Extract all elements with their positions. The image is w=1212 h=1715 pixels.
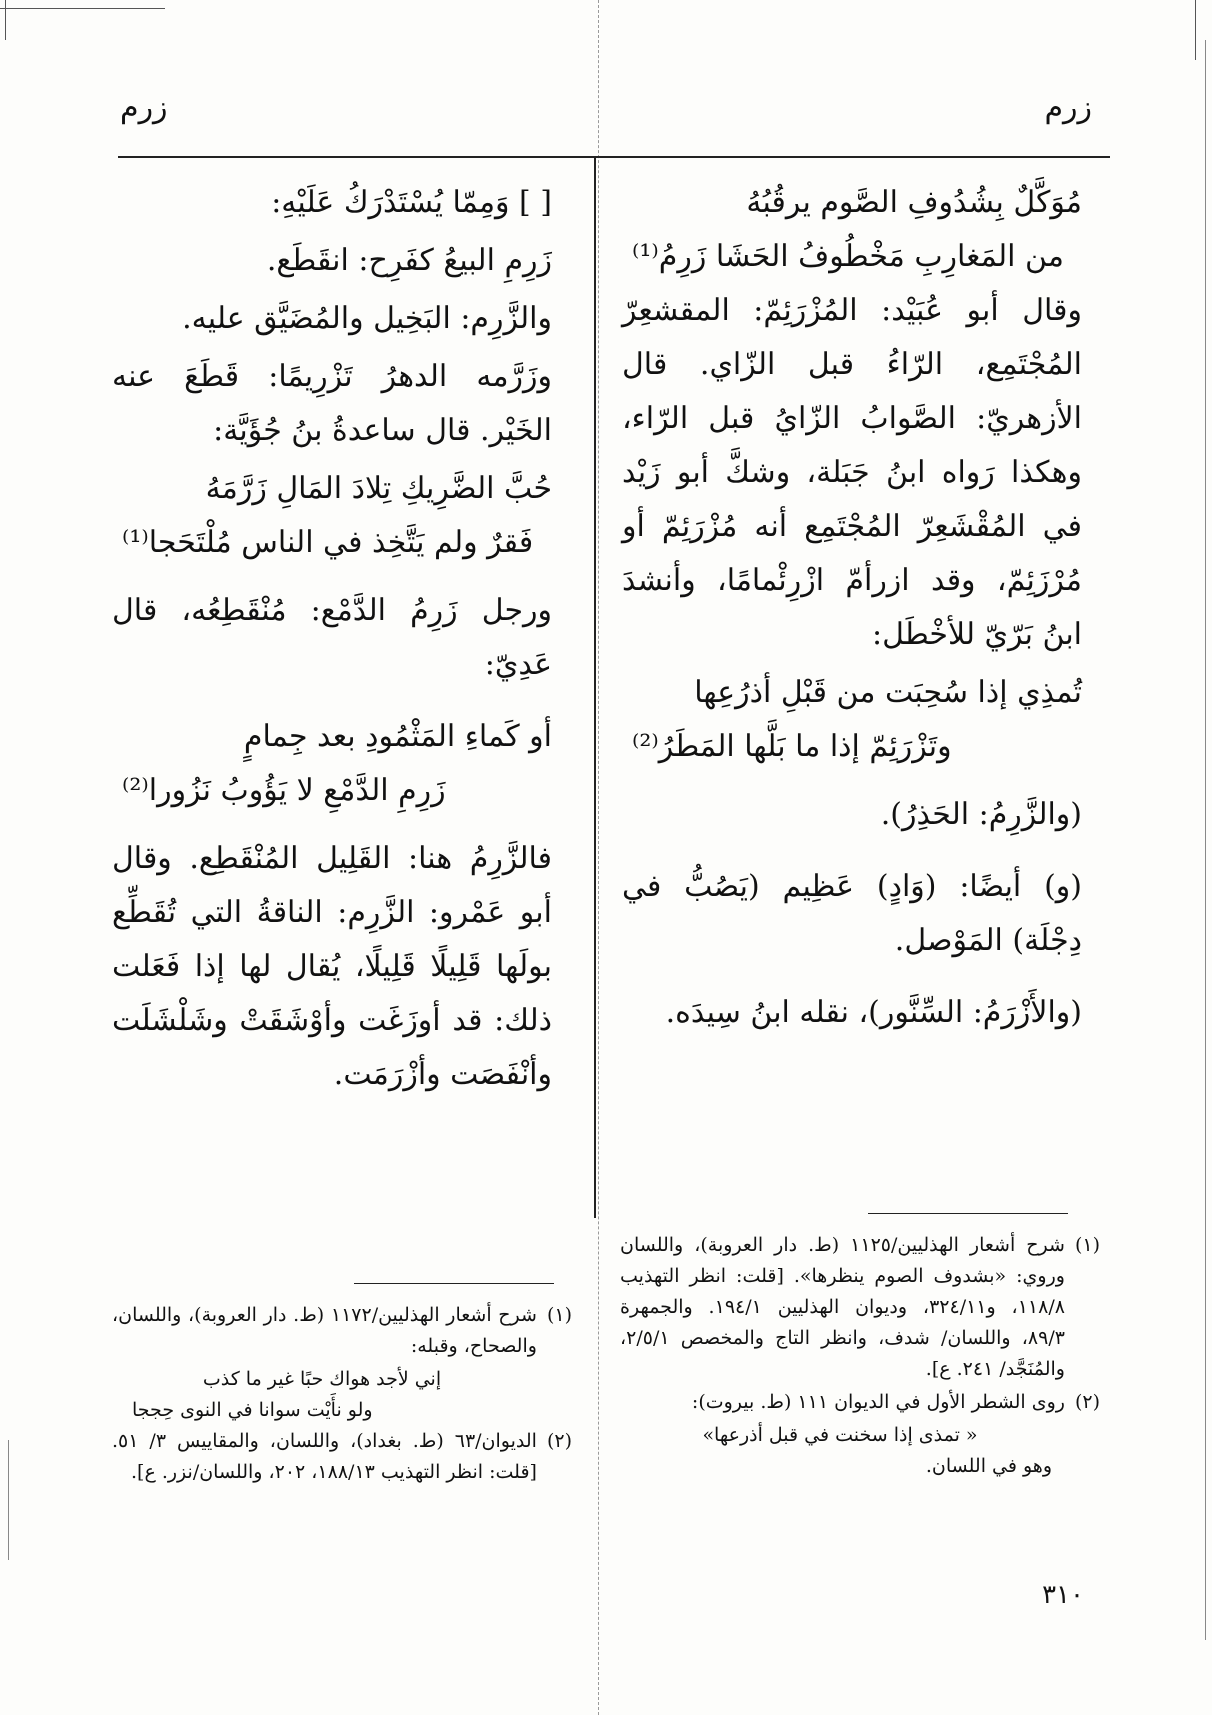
footnote-verse: إني لأجد هواك حبًا غير ما كذب	[202, 1368, 442, 1390]
paragraph: ورجل زَرِمُ الدَّمْع: مُنْقَطِعُه، قال عَدِيّ:	[112, 593, 552, 682]
verse-line: فَقرٌ ولم يَتَّخِذ في الناس مُلْتَحَجا⁽¹⁾	[122, 525, 534, 560]
page-header	[0, 88, 1212, 140]
footnote	[620, 1230, 1100, 1385]
verse-line: تُمذِي إذا سُحِبَت من قَبْلِ أذرُعِها	[694, 675, 1082, 710]
footnote-text: شرح أشعار الهذليين/١١٢٥ (ط. دار العروبة)، واللسان وروي: «بشدوف الصوم ينظرها». [قلت: انظر التهذيب ١١٨/٨، و٣٢٤/١١، وديوان الهذليين ١٩٤/١. والجمهرة ٨٩/٣، واللسان/ شدف، وانظر التاج والمخصص ٢/٥/١، والمُنَجَّد/ ٢٤١. ع].	[620, 1234, 1065, 1380]
verse-line: وتَزْرَئِمّ إذا ما بَلَّها المَطَرُ⁽²⁾	[632, 729, 952, 764]
verse-line: زَرِمِ الدَّمْعِ لا يَؤُوبُ نَزُورا⁽²⁾	[122, 773, 446, 808]
verse-line: مُوَكَّلٌ بِشُدُوفِ الصَّوم يرقُبُهُ	[746, 185, 1082, 220]
right-column	[622, 176, 1082, 1044]
scan-edge-line	[8, 1440, 9, 1560]
paragraph: (و) أيضًا: (وَادٍ) عَظِيم (يَصُبُّ في دِجْلَة) المَوْصل.	[622, 869, 1082, 958]
scan-edge-line	[0, 8, 165, 9]
paragraph: والزَّرِم: البَخِيل والمُضَيَّق عليه.	[182, 301, 552, 336]
verse-line: حُبَّ الضَّرِيكِ تِلادَ المَالِ زَرَّمَهُ	[205, 471, 552, 506]
footnote-verse: ولو نأَيْت سوانا في النوى حِججا	[132, 1399, 373, 1421]
header-root-word-right: زرم	[1044, 90, 1092, 125]
paragraph: (والزَّرِمُ: الحَذِرُ).	[880, 797, 1082, 832]
paragraph: وقال أبو عُبَيْد: المُزْرَئِمّ: المقشعِرّ المُجْتَمِع، الرّاءُ قبل الزّاي. قال الأزهريّ: الصَّوابُ الزّايُ قبل الرّاء، وهكذا رَواه ابنُ جَبَلة، وشكَّ أبو زَيْد في المُقْشَعِرّ المُجْتَمِع أنه مُزْرَئِمّ أو مُرْزَئِمّ، وقد ازرأمّ ازْرِئْمامًا، وأنشدَ ابنُ بَرّيّ للأخْطَل:	[622, 293, 1082, 652]
scan-edge-line	[1205, 40, 1206, 1640]
section-heading: [ ] وَمِمّا يُسْتَدْرَكُ عَلَيْهِ:	[271, 185, 552, 220]
footnotes-left	[112, 1300, 572, 1490]
footnote	[620, 1387, 1100, 1418]
footnote-number: (١)	[1074, 1234, 1100, 1256]
footnote	[112, 1300, 572, 1362]
paragraph: وزَرَّمه الدهرُ تَزْرِيمًا: قَطَعَ عنه الخَيْر. قال ساعدةُ بنُ جُؤَيَّة:	[112, 359, 552, 448]
verse-line: من المَغارِبِ مَخْطُوفُ الحَشَا زَرِمُ⁽¹⁾	[632, 239, 1064, 274]
footnote-rule	[354, 1283, 554, 1284]
footnote-text: وهو في اللسان.	[925, 1455, 1052, 1477]
scan-edge-line	[5, 0, 6, 40]
page-fold-line	[598, 0, 599, 1715]
paragraph: (والأَزْرَمُ: السِّنَّور)، نقله ابنُ سِيدَه.	[665, 995, 1082, 1030]
paragraph: زَرِمِ البيعُ كفَرِح: انقَطَع.	[266, 243, 552, 278]
footnote-verse: « تمذى إذا سخنت في قبل أذرعها»	[702, 1424, 978, 1446]
footnote-text: شرح أشعار الهذليين/١١٧٢ (ط. دار العروبة)، واللسان، والصحاح، وقبله:	[112, 1304, 537, 1357]
footnote	[112, 1426, 572, 1488]
left-column	[112, 176, 552, 1106]
footnote-number: (٢)	[546, 1430, 572, 1452]
footnote-text: الديوان/٦٣ (ط. بغداد)، واللسان، والمقاييس ٣/ ٥١. [قلت: انظر التهذيب ١٨٨/١٣، ٢٠٢، واللسان/نزر. ع].	[112, 1430, 537, 1483]
footnote-number: (٢)	[1074, 1391, 1100, 1413]
verse-line: أو كَماءِ المَثْمُودِ بعد جِمامٍ	[243, 719, 552, 754]
scan-edge-line	[1195, 0, 1196, 60]
column-divider	[594, 158, 596, 1218]
header-root-word-left: زرم	[120, 90, 168, 125]
footnote-text: روى الشطر الأول في الديوان ١١١ (ط. بيروت):	[691, 1391, 1065, 1413]
footnotes-right	[620, 1230, 1100, 1482]
footnote-rule	[868, 1213, 1068, 1214]
page-number: ٣١٠	[1042, 1580, 1084, 1610]
footnote-number: (١)	[546, 1304, 572, 1326]
header-rule	[118, 156, 1110, 158]
paragraph: فالزَّرِمُ هنا: القَلِيل المُنْقَطِع. وقال أبو عَمْرو: الزَّرِم: الناقةُ التي تُقَطِّع بولَها قَلِيلًا قَلِيلًا، يُقال لها إذا فَعَلت ذلك: قد أوزَغَت وأوْشَقَتْ وشَلْشَلَت وأنْفَصَت وأزْرَمَت.	[112, 841, 552, 1092]
